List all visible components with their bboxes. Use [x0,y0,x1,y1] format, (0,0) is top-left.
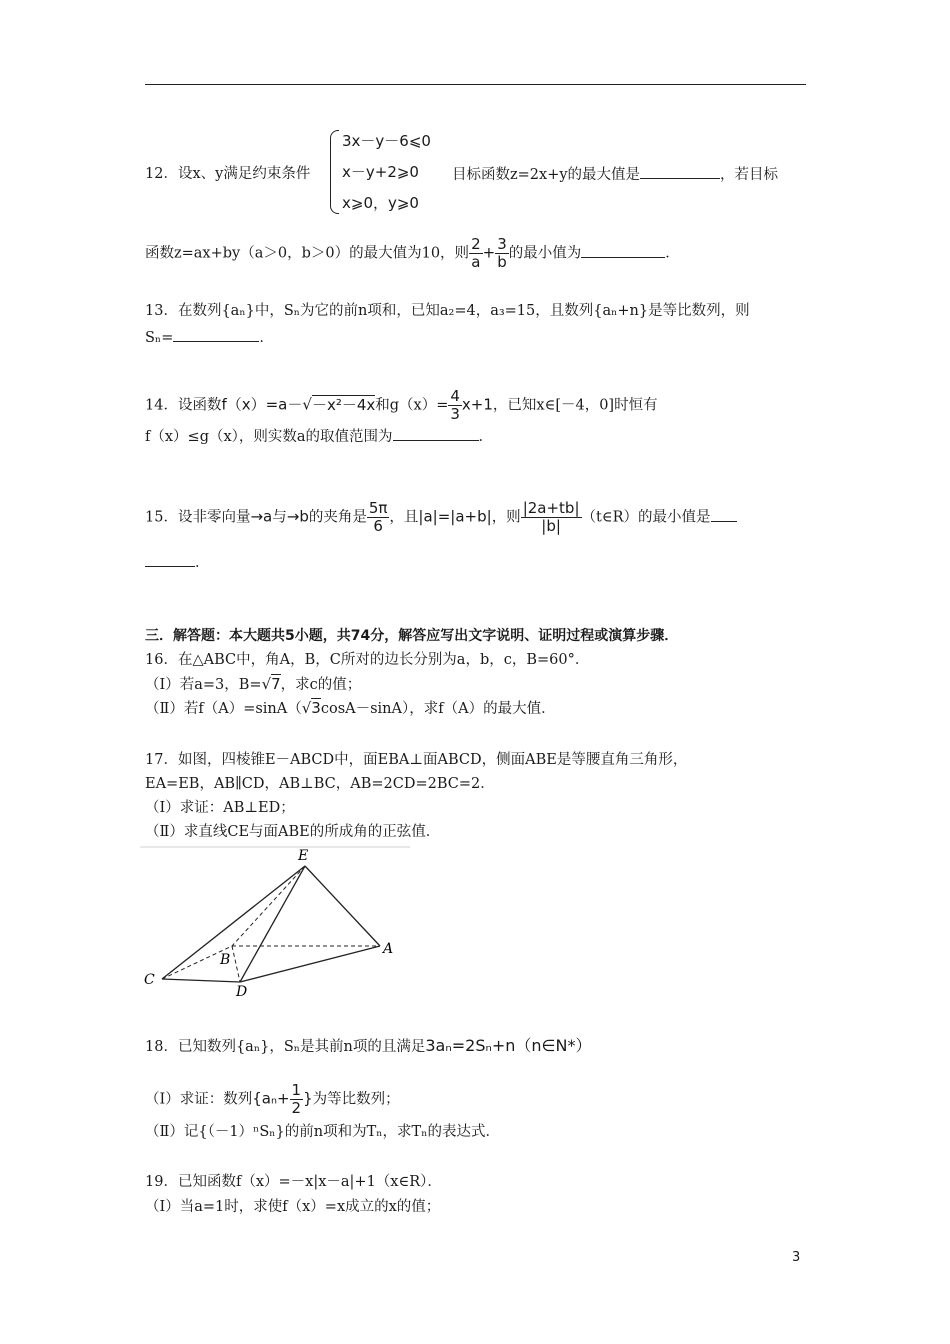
arrow-icon: → [286,507,300,526]
q16-line2: （Ⅰ）若a=3，B=√7，求c的值； [145,675,362,693]
constraint-3: x⩾0，y⩾0 [342,194,419,212]
pyramid-figure [140,846,410,996]
edge-ED [240,866,305,982]
fraction: $\frac{4}{3}$ [450,387,460,423]
sqrt-icon: √ [261,675,272,693]
q17-line1: 17．如图，四棱锥E－ABCD中，面EBA⊥面ABCD，侧面ABE是等腰直角三角形， [145,752,688,768]
constraint-1: 3x－y－6⩽0 [342,132,431,150]
answer-blank [173,327,259,342]
answer-blank [393,426,479,441]
fraction: $\frac{5\pi}{6}$ [368,499,388,535]
edge-CD [162,979,240,982]
arrow-icon: → [250,507,264,526]
label-B: B [220,952,231,968]
q18-line3: （Ⅱ）记{（－1）ⁿSₙ}的前n项和为Tₙ，求Tₙ的表达式． [145,1124,500,1140]
sqrt-icon: √ [301,699,312,717]
fraction: $\frac{2}{a}$ [471,235,481,271]
edge-EC [162,866,305,979]
q14-line2: f（x）≤g（x），则实数a的取值范围为 ． [145,426,493,447]
brace-icon [330,130,339,214]
q12-line2: 函数z=ax+by（a＞0，b＞0）的最大值为10，则 $\frac{2}{a}$ + $\frac{3}{b}$ 的最小值为 ． [145,235,680,271]
edge-DA [240,946,380,982]
q19-line2: （Ⅰ）当a=1时，求使f（x）=x成立的x的值； [145,1199,441,1215]
q16-line1: 16．在△ABC中，角A，B，C所对的边长分别为a，b，c，B=60°． [145,652,590,668]
answer-blank [145,552,195,567]
q15-line2: ． [145,552,210,573]
q13-line2: Sₙ= ． [145,327,274,348]
section-heading: 三．解答题：本大题共5小题，共74分，解答应写出文字说明、证明过程或演算步骤． [145,628,679,644]
q17-line2: EA=EB，AB∥CD，AB⊥BC，AB=2CD=2BC=2． [145,776,495,792]
q18-line2: （Ⅰ）求证：数列{aₙ+ $\frac{1}{2}$ }为等比数列； [145,1081,400,1117]
constraint-system [330,128,450,216]
q17-line4: （Ⅱ）求直线CE与面ABE的所成角的正弦值． [145,824,441,840]
vector-a: →a [250,507,273,526]
label-A: A [383,941,394,957]
answer-blank [640,164,720,179]
sqrt-icon: √ [302,395,312,414]
fraction: $\frac{3}{b}$ [497,235,507,271]
label-E: E [298,848,309,864]
edge-EB [232,866,305,946]
q16-line3: （Ⅱ）若f（A）=sinA（√3cosA－sinA），求f（A）的最大值． [145,699,556,717]
q18-line1: 18．已知数列{aₙ}，Sₙ是其前n项的且满足3aₙ=2Sₙ+n（n∈N*） [145,1036,592,1055]
constraint-2: x－y+2⩾0 [342,163,419,181]
label-D: D [236,984,248,996]
fraction: $\frac{1}{2}$ [291,1081,302,1117]
q17-line3: （Ⅰ）求证：AB⊥ED； [145,800,295,816]
page-number: 3 [792,1250,801,1265]
label-C: C [144,972,155,988]
q15-line1: 15．设非零向量→a与→b的夹角是 $\frac{5\pi}{6}$ ，且|a|=|a+b|，则 $\frac{|2a+tb|}{|b|}$ （t∈R）的最小值是 [145,500,737,535]
answer-blank [581,243,665,258]
q12-line1-right: 目标函数z=2x+y的最大值是 ，若目标 [452,164,778,185]
fraction: $\frac{|2a+tb|}{|b|}$ [522,499,580,535]
q13-line1: 13．在数列{aₙ}中，Sₙ为它的前n项和，已知a₂=4，a₃=15，且数列{aₙ+n}是等比数列，则 [145,303,750,319]
q12-line1: 12．设x、y满足约束条件 [145,166,311,182]
edge-EA [305,866,380,946]
q14-line1: 14．设函数f（x）=a－√－x²－4x和g（x）= $\frac{4}{3}$ x+1，已知x∈[－4，0]时恒有 [145,387,658,423]
vector-b: →b [286,507,309,526]
answer-blank [711,507,737,522]
edge-BD [232,946,240,982]
header-rule [145,84,806,85]
q19-line1: 19．已知函数f（x）=－x|x－a|+1（x∈R）． [145,1174,442,1190]
